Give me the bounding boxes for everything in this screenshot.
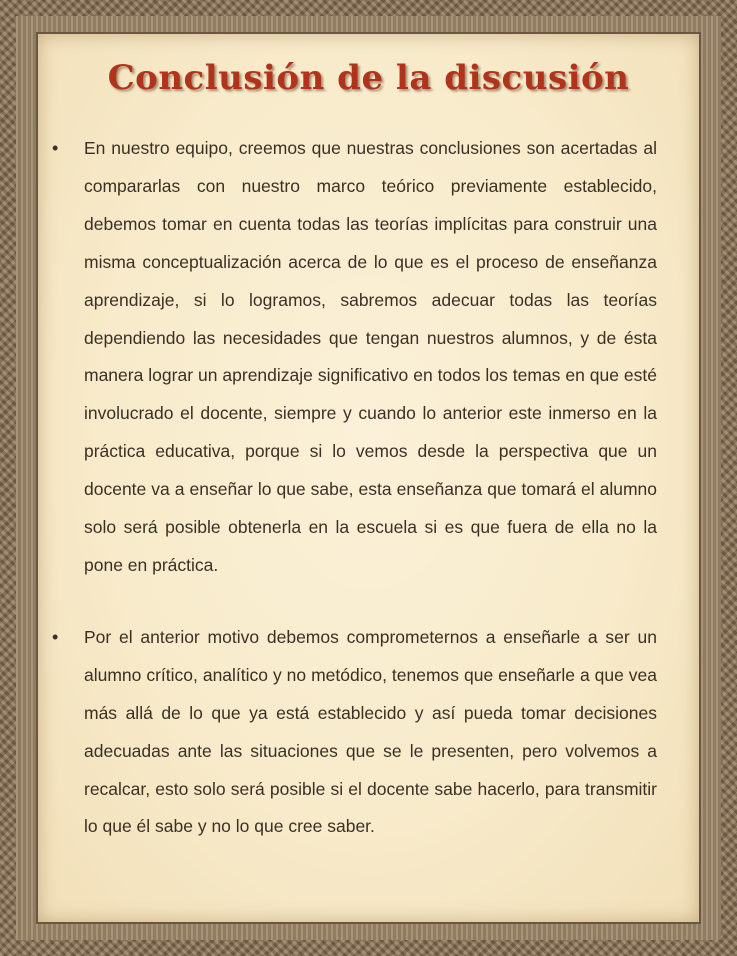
bullet-list xyxy=(52,130,657,880)
bullet-marker: • xyxy=(52,626,59,647)
bullet-text: Por el anterior motivo debemos comprometernos a enseñarle a ser un alumno crítico, analítico y no metódico, tenemos que enseñarle a que vea más allá de lo que ya está establecido y así pueda tomar decisiones adecuadas ante las situaciones que se le presenten, pero volvemos a recalcar, esto solo será posible si el docente sabe hacerlo, para transmitir lo que él sabe y no lo que cree saber. xyxy=(84,626,657,837)
bullet-marker: • xyxy=(52,138,59,158)
slide-title: Conclusión de la discusión xyxy=(107,58,630,98)
bullet-item-2 xyxy=(52,619,657,846)
bullet-item-1 xyxy=(52,130,657,585)
bullet-text: En nuestro equipo, creemos que nuestras conclusiones son acertadas al compararlas con nuestro marco teórico previamente establecido, debemos tomar en cuenta todas las teorías implícitas para construir una misma conceptualización acerca de lo que es el proceso de enseñanza aprendizaje, si lo logramos, sabremos adecuar todas las teorías dependiendo las necesidades que tengan nuestros alumnos, y de ésta manera lograr un aprendizaje significativo en todos los temas en que esté involucrado el docente, siempre y cuando lo anterior este inmerso en la práctica educativa, porque si lo vemos desde la perspectiva que un docente va a enseñar lo que sabe, esta enseñanza que tomará el alumno solo será posible obtenerla en la escuela si es que fuera de ella no la pone en práctica. xyxy=(84,138,657,575)
slide-paper xyxy=(38,34,699,922)
